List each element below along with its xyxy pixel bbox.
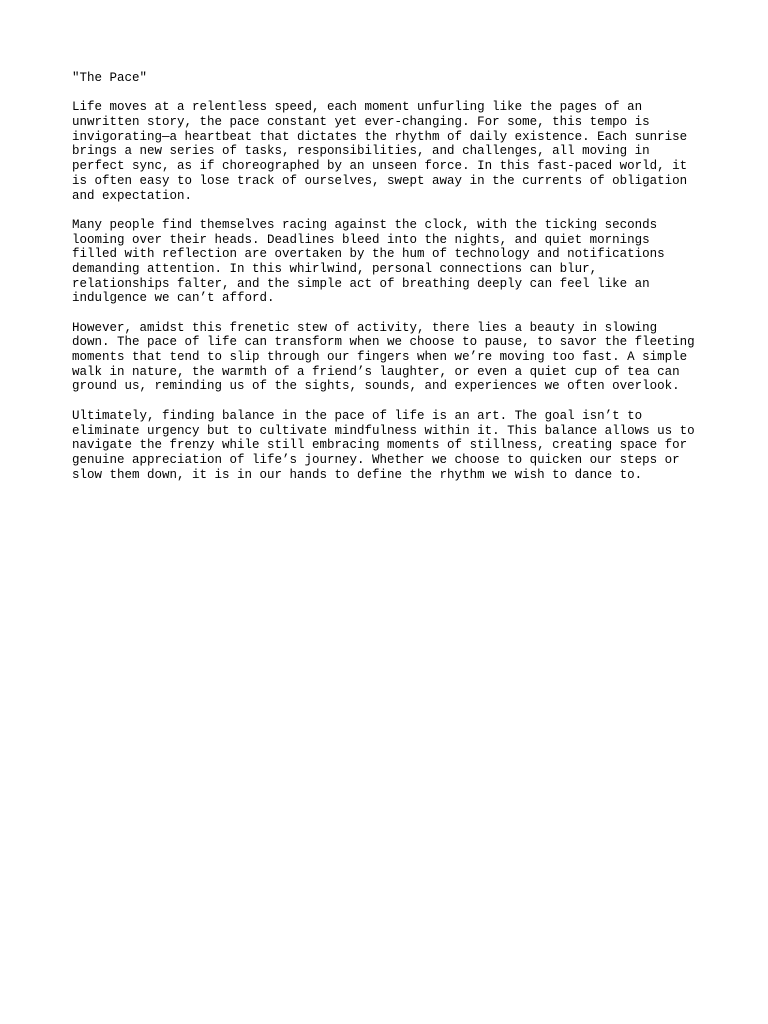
paragraph-4 xyxy=(72,409,712,482)
paragraph-line: and expectation. xyxy=(72,188,193,203)
paragraph-line: looming over their heads. Deadlines bleed into the nights, and quiet mornings xyxy=(72,232,650,247)
paragraph-line: genuine appreciation of life’s journey. Whether we choose to quicken our steps or xyxy=(72,452,680,467)
document-title: "The Pace" xyxy=(72,71,148,85)
paragraph-line: slow them down, it is in our hands to define the rhythm we wish to dance to. xyxy=(72,467,643,482)
document-body xyxy=(72,71,712,497)
paragraph-line: indulgence we can’t afford. xyxy=(72,291,275,306)
paragraph-line: perfect sync, as if choreographed by an unseen force. In this fast-paced world, it xyxy=(72,159,688,174)
paragraph-line: brings a new series of tasks, responsibilities, and challenges, all moving in xyxy=(72,144,650,159)
paragraph-line: Many people find themselves racing against the clock, with the ticking seconds xyxy=(72,217,658,232)
paragraph-line: Life moves at a relentless speed, each moment unfurling like the pages of an xyxy=(72,100,643,115)
paragraph-line: walk in nature, the warmth of a friend’s laughter, or even a quiet cup of tea can xyxy=(72,364,680,379)
paragraph-line: demanding attention. In this whirlwind, personal connections can blur, xyxy=(72,261,598,276)
paragraph-line: However, amidst this frenetic stew of activity, there lies a beauty in slowing xyxy=(72,320,658,335)
paragraph-3 xyxy=(72,321,712,394)
paragraph-1 xyxy=(72,100,712,203)
paragraph-line: down. The pace of life can transform when we choose to pause, to savor the fleeting xyxy=(72,335,695,350)
paragraph-line: Ultimately, finding balance in the pace of life is an art. The goal isn’t to xyxy=(72,408,643,423)
paragraph-2 xyxy=(72,218,712,306)
paragraph-line: ground us, reminding us of the sights, sounds, and experiences we often overlook. xyxy=(72,379,680,394)
paragraph-line: invigorating—a heartbeat that dictates the rhythm of daily existence. Each sunrise xyxy=(72,129,688,144)
paragraph-line: unwritten story, the pace constant yet ever-changing. For some, this tempo is xyxy=(72,115,650,130)
paragraph-line: is often easy to lose track of ourselves, swept away in the currents of obligation xyxy=(72,173,688,188)
paragraph-line: navigate the frenzy while still embracing moments of stillness, creating space for xyxy=(72,438,688,453)
paragraph-line: moments that tend to slip through our fingers when we’re moving too fast. A simple xyxy=(72,350,688,365)
paragraph-line: relationships falter, and the simple act of breathing deeply can feel like an xyxy=(72,276,650,291)
paragraph-line: eliminate urgency but to cultivate mindfulness within it. This balance allows us to xyxy=(72,423,695,438)
paragraph-line: filled with reflection are overtaken by the hum of technology and notifications xyxy=(72,247,665,262)
